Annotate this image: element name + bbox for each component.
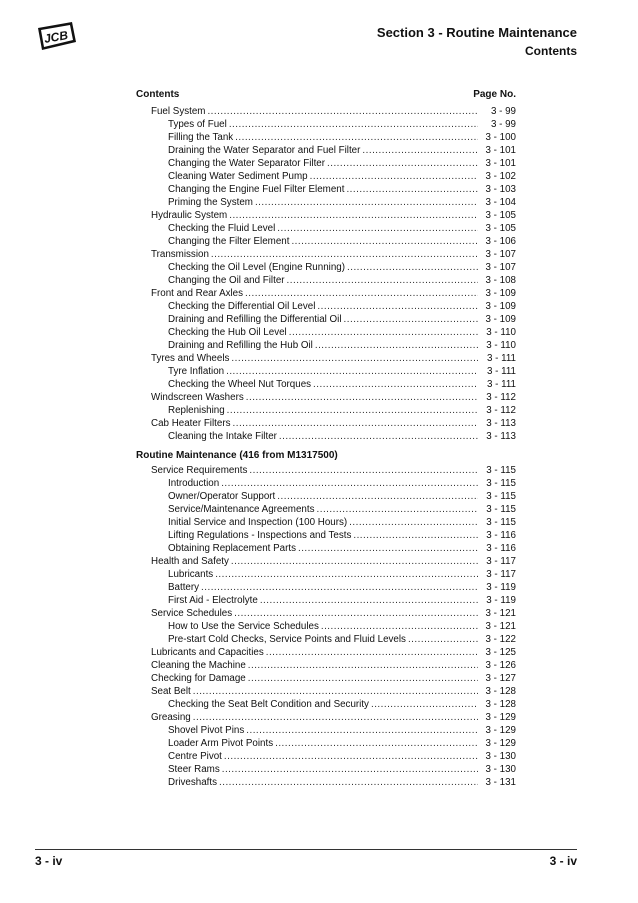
toc-entry-title: Checking the Oil Level (Engine Running)	[168, 262, 345, 273]
toc-entry-title: Loader Arm Pivot Points	[168, 738, 274, 749]
toc-entry-page: 3 - 111	[486, 366, 516, 377]
toc-entry-page: 3 - 106	[485, 236, 516, 247]
toc-entry	[136, 196, 516, 209]
toc-dot-leader	[246, 391, 478, 404]
toc-entry-page: 3 - 129	[485, 712, 516, 723]
toc-entry-page: 3 - 129	[485, 725, 516, 736]
toc-entry-title: Front and Rear Axles	[151, 288, 244, 299]
toc-dot-leader	[255, 196, 478, 209]
toc-entry-page: 3 - 115	[486, 517, 516, 528]
toc-entry-title: Priming the System	[168, 197, 253, 208]
toc-entry	[136, 417, 516, 430]
toc-entry	[136, 326, 516, 339]
toc-entry	[136, 105, 516, 118]
toc-entry-page: 3 - 116	[486, 543, 516, 554]
toc-entry-title: Steer Rams	[168, 764, 220, 775]
toc-entry	[136, 581, 516, 594]
toc-entry	[136, 430, 516, 443]
toc-dot-leader	[315, 339, 478, 352]
toc-entry	[136, 118, 516, 131]
toc-entry-page: 3 - 130	[485, 751, 516, 762]
toc-entry-page: 3 - 126	[485, 660, 516, 671]
toc-dot-leader	[277, 490, 478, 503]
toc-entry	[136, 287, 516, 300]
toc-entry-page: 3 - 109	[485, 314, 516, 325]
toc-entry-title: Tyre Inflation	[168, 366, 225, 377]
toc-entry	[136, 516, 516, 529]
toc-entry-title: Transmission	[151, 249, 209, 260]
toc-dot-leader	[248, 672, 478, 685]
toc-entry	[136, 633, 516, 646]
toc-entry-title: Obtaining Replacement Parts	[168, 543, 296, 554]
toc-dot-leader	[298, 542, 478, 555]
toc-entry-page: 3 - 117	[486, 569, 516, 580]
toc-dot-leader	[317, 300, 478, 313]
toc-dot-leader	[245, 287, 478, 300]
toc-dot-leader	[353, 529, 478, 542]
toc-entry-page: 3 - 121	[485, 621, 516, 632]
toc-dot-leader	[224, 750, 478, 763]
toc-entry	[136, 157, 516, 170]
toc-entry-title: Service Requirements	[151, 465, 248, 476]
toc-entry	[136, 131, 516, 144]
toc-entry-page: 3 - 128	[485, 699, 516, 710]
toc-entry-page: 3 - 119	[486, 595, 516, 606]
toc-entry-page: 3 - 103	[485, 184, 516, 195]
toc-entry	[136, 698, 516, 711]
toc-entry	[136, 763, 516, 776]
toc-dot-leader	[219, 776, 478, 789]
toc-entry-page: 3 - 115	[486, 491, 516, 502]
toc-entry	[136, 724, 516, 737]
toc-contents-label: Contents	[136, 89, 180, 100]
toc-entry-page: 3 - 110	[486, 340, 516, 351]
toc-entry-title: Fuel System	[151, 106, 206, 117]
toc-entry-title: Centre Pivot	[168, 751, 222, 762]
toc-dot-leader	[226, 365, 478, 378]
toc-entry-page: 3 - 131	[485, 777, 516, 788]
toc-entry-title: Seat Belt	[151, 686, 191, 697]
toc-entry-title: Checking for Damage	[151, 673, 246, 684]
jcb-logo	[34, 20, 78, 52]
toc-dot-leader	[248, 659, 478, 672]
toc-entry-title: Lubricants and Capacities	[151, 647, 264, 658]
footer-divider	[35, 849, 577, 850]
toc-entry-page: 3 - 127	[485, 673, 516, 684]
toc-dot-leader	[327, 157, 478, 170]
toc-entry	[136, 503, 516, 516]
toc-entry-page: 3 - 109	[485, 301, 516, 312]
toc-dot-leader	[317, 503, 479, 516]
toc-entry-page: 3 - 99	[490, 106, 516, 117]
toc-entry-page: 3 - 104	[485, 197, 516, 208]
toc-dot-leader	[321, 620, 478, 633]
toc-group-fuel-to-cab	[136, 105, 516, 443]
toc-entry	[136, 750, 516, 763]
toc-entry	[136, 542, 516, 555]
toc-entry	[136, 365, 516, 378]
toc-entry-title: Initial Service and Inspection (100 Hours)	[168, 517, 348, 528]
toc-entry	[136, 222, 516, 235]
toc-entry-title: Draining the Water Separator and Fuel Filter	[168, 145, 361, 156]
toc-entry	[136, 391, 516, 404]
toc-entry-title: Greasing	[151, 712, 191, 723]
toc-entry-page: 3 - 121	[485, 608, 516, 619]
toc-entry-page: 3 - 105	[485, 210, 516, 221]
toc-entry-title: Shovel Pivot Pins	[168, 725, 245, 736]
toc-dot-leader	[231, 555, 478, 568]
toc-dot-leader	[275, 737, 478, 750]
toc-entry-title: Draining and Refilling the Differential Oil	[168, 314, 342, 325]
toc-entry	[136, 620, 516, 633]
toc-entry-page: 3 - 112	[486, 405, 516, 416]
toc-entry-page: 3 - 113	[486, 431, 516, 442]
toc-dot-leader	[227, 404, 478, 417]
toc-dot-leader	[193, 685, 478, 698]
toc-dot-leader	[233, 417, 479, 430]
toc-entry-title: Replenishing	[168, 405, 225, 416]
toc-entry-page: 3 - 115	[486, 504, 516, 515]
toc-dot-leader	[310, 170, 478, 183]
toc-entry-page: 3 - 115	[486, 478, 516, 489]
toc-entry	[136, 170, 516, 183]
toc-entry-page: 3 - 130	[485, 764, 516, 775]
toc-entry	[136, 339, 516, 352]
toc-dot-leader	[279, 430, 478, 443]
toc-entry-title: Service Schedules	[151, 608, 233, 619]
toc-entry-title: Lifting Regulations - Inspections and Tests	[168, 530, 352, 541]
toc-entry	[136, 711, 516, 724]
toc-entry	[136, 300, 516, 313]
toc-entry	[136, 261, 516, 274]
toc-entry-page: 3 - 101	[485, 145, 516, 156]
toc-dot-leader	[287, 274, 478, 287]
toc-dot-leader	[260, 594, 478, 607]
toc-entry-page: 3 - 100	[485, 132, 516, 143]
toc-section-title: Routine Maintenance (416 from M1317500)	[136, 450, 338, 461]
toc-entry-page: 3 - 113	[486, 418, 516, 429]
toc-entry	[136, 607, 516, 620]
footer-page-number-left: 3 - iv	[35, 854, 63, 868]
toc-dot-leader	[347, 261, 478, 274]
toc-entry-page: 3 - 128	[485, 686, 516, 697]
toc-entry-title: Checking the Wheel Nut Torques	[168, 379, 312, 390]
toc-entry	[136, 274, 516, 287]
toc-entry	[136, 352, 516, 365]
toc-dot-leader	[266, 646, 478, 659]
toc-entry	[136, 404, 516, 417]
toc-dot-leader	[231, 352, 478, 365]
toc-entry-page: 3 - 110	[486, 327, 516, 338]
toc-entry-page: 3 - 119	[486, 582, 516, 593]
toc-entry	[136, 378, 516, 391]
toc-dot-leader	[362, 144, 478, 157]
toc-entry-title: Draining and Refilling the Hub Oil	[168, 340, 313, 351]
toc-entry	[136, 646, 516, 659]
toc-entry-page: 3 - 109	[485, 288, 516, 299]
toc-entry-title: Checking the Seat Belt Condition and Security	[168, 699, 369, 710]
toc-entry-title: Types of Fuel	[168, 119, 227, 130]
toc-entry-title: Service/Maintenance Agreements	[168, 504, 315, 515]
toc-entry-title: Windscreen Washers	[151, 392, 244, 403]
toc-entry-page: 3 - 116	[486, 530, 516, 541]
toc-entry-page: 3 - 112	[486, 392, 516, 403]
toc-dot-leader	[249, 464, 478, 477]
toc-entry	[136, 144, 516, 157]
toc-entry	[136, 529, 516, 542]
toc-entry-title: Cleaning the Machine	[151, 660, 246, 671]
section-subtitle: Contents	[525, 44, 577, 58]
toc-entry-title: Battery	[168, 582, 200, 593]
toc-entry	[136, 464, 516, 477]
toc-entry-title: Driveshafts	[168, 777, 217, 788]
toc-entry-page: 3 - 111	[486, 353, 516, 364]
toc-header	[136, 88, 516, 102]
toc-entry-page: 3 - 129	[485, 738, 516, 749]
toc-entry-title: Owner/Operator Support	[168, 491, 276, 502]
footer-page-number-right: 3 - iv	[549, 854, 577, 868]
toc-entry-title: Changing the Engine Fuel Filter Element	[168, 184, 345, 195]
toc-entry	[136, 248, 516, 261]
toc-entry-page: 3 - 108	[485, 275, 516, 286]
toc-entry-title: Filling the Tank	[168, 132, 234, 143]
toc-entry-page: 3 - 117	[486, 556, 516, 567]
toc-entry	[136, 235, 516, 248]
toc-entry	[136, 594, 516, 607]
toc-entry-page: 3 - 122	[485, 634, 516, 645]
table-of-contents	[136, 88, 516, 789]
toc-entry	[136, 659, 516, 672]
toc-entry-title: Checking the Differential Oil Level	[168, 301, 316, 312]
toc-entry-title: Changing the Filter Element	[168, 236, 290, 247]
toc-dot-leader	[193, 711, 478, 724]
toc-dot-leader	[229, 118, 478, 131]
toc-entry	[136, 555, 516, 568]
toc-entry-title: Checking the Fluid Level	[168, 223, 276, 234]
toc-entry-title: Pre-start Cold Checks, Service Points and Fluid Levels	[168, 634, 406, 645]
toc-dot-leader	[229, 209, 478, 222]
toc-dot-leader	[222, 763, 478, 776]
toc-dot-leader	[221, 477, 478, 490]
toc-dot-leader	[289, 326, 478, 339]
toc-entry-title: Changing the Oil and Filter	[168, 275, 285, 286]
toc-entry-page: 3 - 101	[485, 158, 516, 169]
toc-dot-leader	[313, 378, 478, 391]
toc-entry	[136, 477, 516, 490]
toc-entry-title: Cleaning Water Sediment Pump	[168, 171, 308, 182]
toc-entry	[136, 490, 516, 503]
toc-entry	[136, 568, 516, 581]
toc-dot-leader	[235, 131, 478, 144]
toc-dot-leader	[371, 698, 478, 711]
toc-dot-leader	[346, 183, 478, 196]
toc-entry-title: Checking the Hub Oil Level	[168, 327, 287, 338]
toc-dot-leader	[408, 633, 478, 646]
toc-page-no-label: Page No.	[473, 89, 516, 100]
toc-entry-page: 3 - 107	[485, 249, 516, 260]
section-title: Section 3 - Routine Maintenance	[376, 25, 577, 40]
logo-text: JCB	[42, 28, 70, 46]
toc-entry	[136, 776, 516, 789]
toc-dot-leader	[291, 235, 478, 248]
toc-entry-page: 3 - 125	[485, 647, 516, 658]
toc-entry-title: Changing the Water Separator Filter	[168, 158, 326, 169]
toc-entry-title: Cleaning the Intake Filter	[168, 431, 277, 442]
toc-entry-page: 3 - 111	[486, 379, 516, 390]
toc-entry-title: Cab Heater Filters	[151, 418, 231, 429]
toc-group-routine-maintenance	[136, 464, 516, 789]
toc-entry-title: Tyres and Wheels	[151, 353, 230, 364]
toc-entry-page: 3 - 102	[485, 171, 516, 182]
toc-entry-title: Lubricants	[168, 569, 214, 580]
toc-entry-title: Hydraulic System	[151, 210, 228, 221]
toc-entry	[136, 183, 516, 196]
toc-dot-leader	[201, 581, 478, 594]
toc-entry-title: Health and Safety	[151, 556, 229, 567]
toc-entry	[136, 313, 516, 326]
toc-entry	[136, 685, 516, 698]
toc-entry-title: First Aid - Electrolyte	[168, 595, 258, 606]
toc-dot-leader	[234, 607, 478, 620]
toc-entry	[136, 737, 516, 750]
toc-entry-title: Introduction	[168, 478, 220, 489]
toc-dot-leader	[211, 248, 478, 261]
toc-dot-leader	[277, 222, 478, 235]
toc-dot-leader	[207, 105, 478, 118]
toc-dot-leader	[344, 313, 478, 326]
toc-entry	[136, 209, 516, 222]
toc-entry	[136, 672, 516, 685]
toc-dot-leader	[215, 568, 478, 581]
toc-dot-leader	[349, 516, 478, 529]
toc-dot-leader	[246, 724, 478, 737]
toc-entry-page: 3 - 99	[490, 119, 516, 130]
toc-entry-title: How to Use the Service Schedules	[168, 621, 319, 632]
toc-entry-page: 3 - 105	[485, 223, 516, 234]
toc-entry-page: 3 - 107	[485, 262, 516, 273]
toc-entry-page: 3 - 115	[486, 465, 516, 476]
